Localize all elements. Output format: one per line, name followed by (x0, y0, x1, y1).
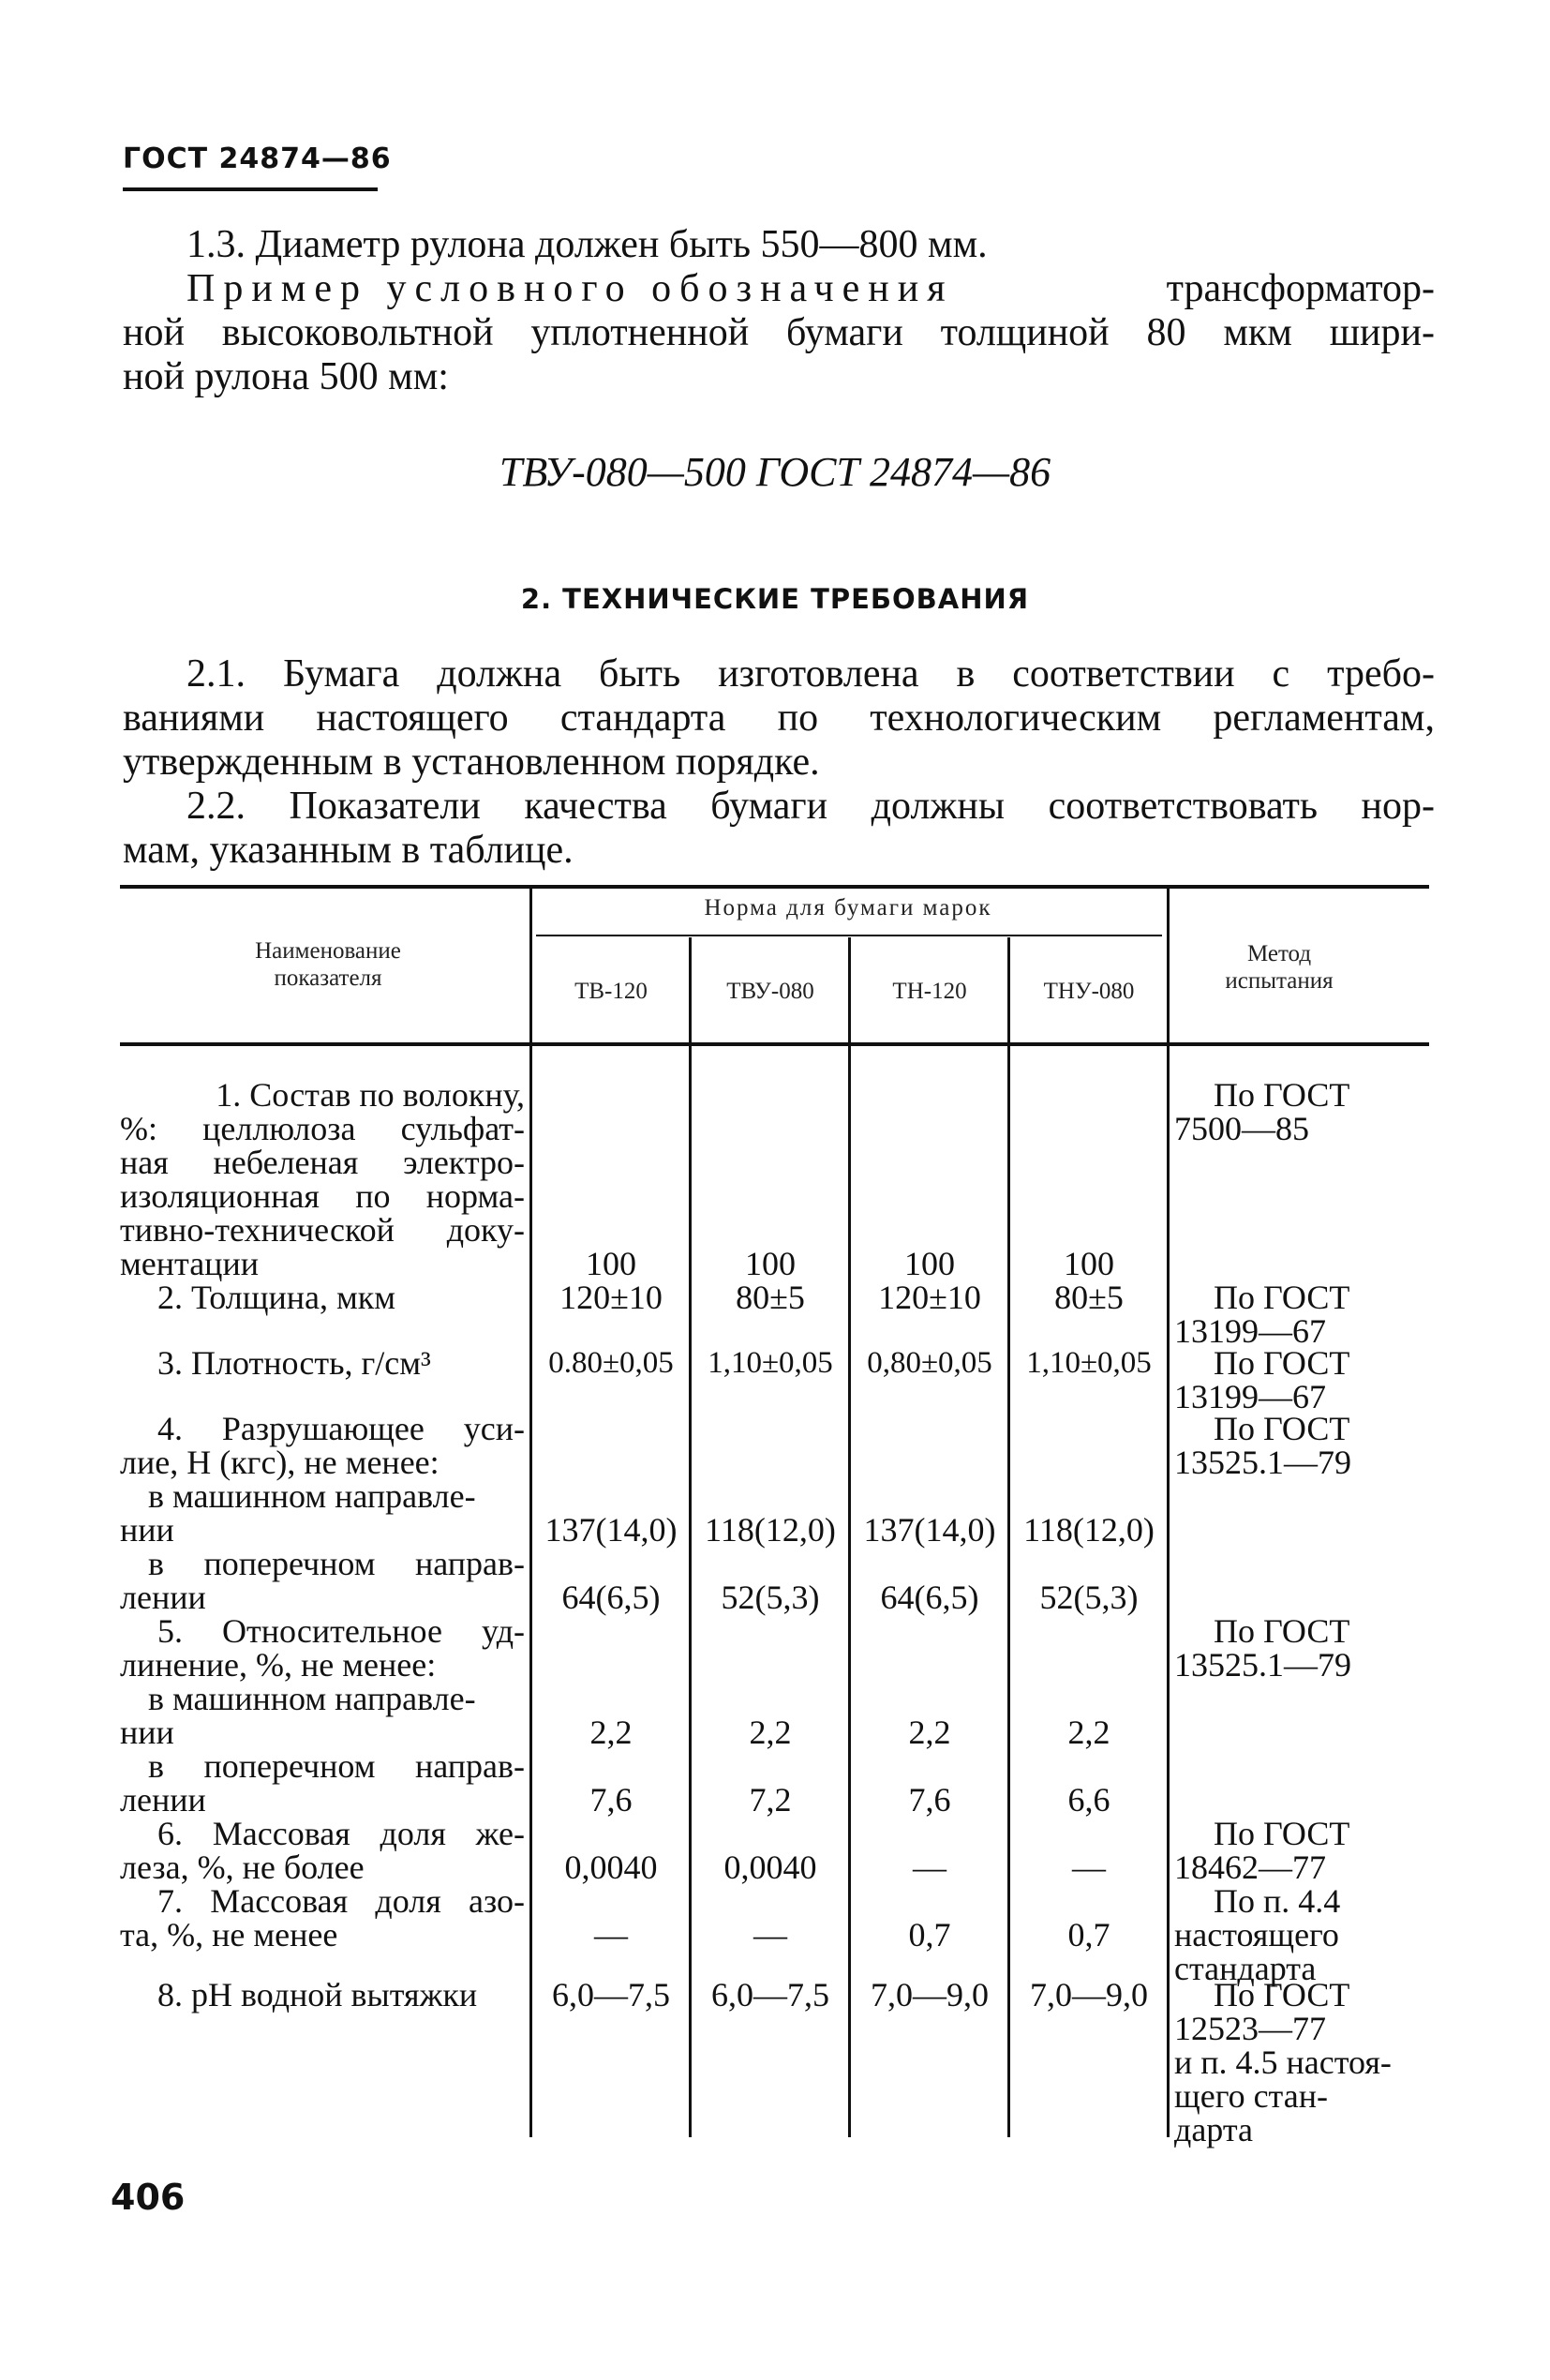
row-5b-name (120, 1749, 525, 1817)
row-6-method-line: По ГОСТ (1214, 1815, 1350, 1852)
row-7-method-line: настоящего (1174, 1916, 1339, 1953)
row-6-method (1174, 1817, 1371, 1884)
row-4b-name-line: в поперечном направ- (148, 1545, 525, 1582)
row-4a-value-2: 118(12,0) (705, 1511, 836, 1549)
row-1-value-1: 100 (586, 1245, 636, 1282)
row-5a-value-4: 2,2 (1067, 1714, 1110, 1751)
col-header-grade-3: ТН-120 (892, 979, 967, 1004)
row-7-method-line: стандарта (1174, 1950, 1317, 1987)
row-5a-value-2: 2,2 (749, 1714, 792, 1751)
row-1-name (120, 1078, 525, 1280)
row-6-value-4: — (1072, 1849, 1106, 1886)
row-3-value-4: 1,10±0,05 (1026, 1346, 1152, 1380)
row-5a-value-3: 2,2 (908, 1714, 951, 1751)
row-1-name-line: 1. Состав по волокну, (216, 1076, 525, 1114)
row-5b-name-line: в поперечном направ- (148, 1747, 525, 1785)
row-3-value-1: 0.80±0,05 (548, 1346, 674, 1380)
row-6-method-line: 18462—77 (1174, 1849, 1326, 1886)
row-8-value-3: 7,0—9,0 (871, 1976, 989, 2013)
row-2-name-line: 2. Толщина, мкм (157, 1279, 396, 1316)
row-2-method-line: По ГОСТ (1214, 1279, 1350, 1316)
product-designation: ТВУ-080—500 ГОСТ 24874—86 (499, 449, 1051, 495)
row-7-name-line: 7. Массовая доля азо- (157, 1882, 525, 1920)
row-8-method-line: 12523—77 (1174, 2010, 1326, 2047)
row-6-value-2: 0,0040 (723, 1849, 817, 1886)
row-6-name (120, 1817, 525, 1884)
row-5a-name-line: в машинном направле- (148, 1680, 476, 1717)
row-4-method (1174, 1412, 1371, 1479)
col-header-name-line-1: Наименование (255, 938, 401, 964)
row-2-value-3: 120±10 (878, 1279, 981, 1316)
row-7-value-1: — (594, 1916, 628, 1953)
row-8-name-line: 8. pH водной вытяжки (157, 1976, 478, 2013)
row-7-name (120, 1884, 525, 1952)
row-4b-value-1: 64(6,5) (561, 1579, 661, 1616)
row-1-method-line: 7500—85 (1174, 1110, 1309, 1147)
row-5a-value-1: 2,2 (589, 1714, 633, 1751)
row-2-value-4: 80±5 (1054, 1279, 1124, 1316)
row-1-name-line: ментации (120, 1245, 259, 1282)
row-4-method-line: 13525.1—79 (1174, 1444, 1351, 1481)
row-4a-name (120, 1479, 525, 1547)
row-5b-value-3: 7,6 (908, 1781, 951, 1819)
row-1-method (1174, 1078, 1371, 1145)
row-1-name-line: ная небеленая электро- (120, 1144, 525, 1181)
clause-2-1-line-1: 2.1. Бумага должна быть изготовлена в соответствии с требо- (186, 652, 1435, 696)
example-line-3: ной рулона 500 мм: (123, 355, 449, 398)
row-4b-value-2: 52(5,3) (721, 1579, 820, 1616)
row-1-name-line: изоляционная по норма- (120, 1177, 525, 1215)
row-6-name-line: леза, %, не более (120, 1849, 365, 1886)
row-7-name-line: та, %, не менее (120, 1916, 338, 1953)
row-5-name-line: линение, %, не менее: (120, 1646, 437, 1684)
row-6-value-1: 0,0040 (564, 1849, 658, 1886)
row-4a-value-1: 137(14,0) (544, 1511, 678, 1549)
row-4a-value-3: 137(14,0) (863, 1511, 996, 1549)
row-2-name (120, 1280, 525, 1314)
col-header-grade-1: ТВ-120 (574, 979, 648, 1004)
row-5b-value-4: 6,6 (1067, 1781, 1110, 1819)
row-2-method (1174, 1280, 1371, 1348)
row-1-value-3: 100 (904, 1245, 955, 1282)
row-8-method-line: и п. 4.5 настоя- (1174, 2043, 1392, 2081)
clause-2-2-line-1: 2.2. Показатели качества бумаги должны соответствовать нор- (186, 785, 1435, 828)
example-line-2: ной высоковольтной уплотненной бумаги толщиной 80 мкм шири- (123, 311, 1435, 354)
row-3-name-line: 3. Плотность, г/см³ (157, 1344, 431, 1382)
page-number: 406 (111, 2177, 186, 2218)
row-4-name (120, 1412, 525, 1479)
row-3-name (120, 1346, 525, 1380)
row-5a-name-line: нии (120, 1714, 174, 1751)
row-5b-value-2: 7,2 (749, 1781, 792, 1819)
row-3-method-line: По ГОСТ (1214, 1344, 1350, 1382)
row-3-value-2: 1,10±0,05 (708, 1346, 833, 1380)
col-header-name (169, 937, 487, 992)
row-7-value-3: 0,7 (908, 1916, 951, 1953)
col-header-method-line-1: Метод (1246, 941, 1312, 966)
col-header-grade-4: ТНУ-080 (1043, 979, 1135, 1004)
row-6-value-3: — (913, 1849, 946, 1886)
row-7-value-4: 0,7 (1067, 1916, 1110, 1953)
row-1-method-line: По ГОСТ (1214, 1076, 1350, 1114)
row-3-method-line: 13199—67 (1174, 1378, 1326, 1415)
col-header-method-line-2: испытания (1225, 968, 1334, 994)
row-4-name-line: 4. Разрушающее уси- (157, 1410, 525, 1447)
vrule-header-5 (1167, 889, 1170, 1042)
row-1-value-4: 100 (1064, 1245, 1114, 1282)
example-line-1-tail: трансформатор- (1166, 267, 1435, 310)
clause-1-3: 1.3. Диаметр рулона должен быть 550—800 мм. (186, 223, 988, 266)
row-8-name (120, 1978, 525, 2012)
row-4a-value-4: 118(12,0) (1023, 1511, 1155, 1549)
row-8-method (1174, 1978, 1399, 2147)
row-2-value-2: 80±5 (736, 1279, 805, 1316)
row-4b-name-line: лении (120, 1579, 206, 1616)
clause-2-2-line-2: мам, указанным в таблице. (123, 829, 574, 872)
row-5-name-line: 5. Относительное уд- (157, 1612, 525, 1650)
example-line-1 (123, 267, 1435, 311)
col-header-method (1171, 940, 1387, 995)
row-8-method-line: щего стан- (1174, 2077, 1328, 2115)
row-8-method-line: По ГОСТ (1214, 1976, 1350, 2013)
row-8-value-1: 6,0—7,5 (552, 1976, 670, 2013)
row-8-value-2: 6,0—7,5 (711, 1976, 829, 2013)
row-1-name-line: тивно-технической доку- (120, 1211, 525, 1249)
example-lead: Пример условного обозначения (186, 267, 954, 310)
col-header-norm: Норма для бумаги марок (704, 895, 992, 921)
col-header-name-line-2: показателя (274, 965, 382, 991)
row-6-name-line: 6. Массовая доля же- (157, 1815, 525, 1852)
col-header-grade-2: ТВУ-080 (726, 979, 814, 1004)
row-4b-value-4: 52(5,3) (1039, 1579, 1139, 1616)
row-8-value-4: 7,0—9,0 (1030, 1976, 1148, 2013)
row-5a-name (120, 1682, 525, 1749)
row-4-method-line: По ГОСТ (1214, 1410, 1350, 1447)
row-4a-name-line: в машинном направле- (148, 1477, 476, 1515)
row-4b-value-3: 64(6,5) (880, 1579, 979, 1616)
row-3-method (1174, 1346, 1371, 1414)
row-4b-name (120, 1547, 525, 1614)
row-7-method-line: По п. 4.4 (1214, 1882, 1341, 1920)
row-5b-name-line: лении (120, 1781, 206, 1819)
row-7-method (1174, 1884, 1380, 1985)
row-2-value-1: 120±10 (559, 1279, 663, 1316)
table-top-rule (120, 885, 1429, 889)
table-header-rule (120, 1042, 1429, 1046)
row-1-value-2: 100 (745, 1245, 796, 1282)
norm-group-rule (536, 935, 1162, 936)
clause-2-1-line-3: утвержденным в установленном порядке. (123, 741, 820, 784)
clause-2-1-line-2: ваниями настоящего стандарта по технологическим регламентам, (123, 696, 1435, 740)
section-title: 2. ТЕХНИЧЕСКИЕ ТРЕБОВАНИЯ (520, 583, 1030, 615)
row-5-method (1174, 1614, 1371, 1682)
row-4-name-line: лие, Н (кгс), не менее: (120, 1444, 440, 1481)
row-8-method-line: дарта (1174, 2111, 1253, 2148)
document-header: ГОСТ 24874—86 (123, 142, 392, 175)
row-5b-value-1: 7,6 (589, 1781, 633, 1819)
row-5-method-line: По ГОСТ (1214, 1612, 1350, 1650)
row-1-name-line: %: целлюлоза сульфат- (120, 1110, 525, 1147)
header-rule (123, 187, 378, 191)
row-2-method-line: 13199—67 (1174, 1312, 1326, 1350)
row-4a-name-line: нии (120, 1511, 174, 1549)
row-7-value-2: — (753, 1916, 787, 1953)
row-3-value-3: 0,80±0,05 (867, 1346, 992, 1380)
row-5-method-line: 13525.1—79 (1174, 1646, 1351, 1684)
row-5-name (120, 1614, 525, 1682)
